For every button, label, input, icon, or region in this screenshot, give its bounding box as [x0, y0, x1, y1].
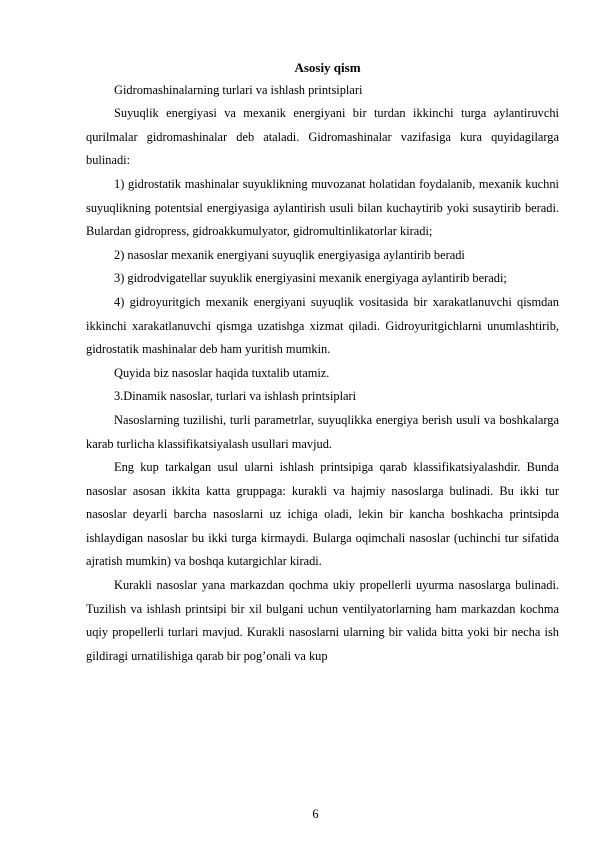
- paragraph-item-3: 3) gidrodvigatellar suyuklik energiyasini mexanik energiyaga aylantirib beradi;: [114, 271, 507, 286]
- paragraph-item-1: 1) gidrostatik mashinalar suyuklikning muvozanat holatidan foydalanib, mexanik kuchni suyuqlikning potentsial energiyasiga aylantirish usuli bilan kuchaytirib yoki susaytirib beradi. Bulardan gidropress, gidroakkumulyator, gidromultinlikatorlar kiradi;: [86, 176, 559, 239]
- paragraph-item-4: 4) gidroyuritgich mexanik energiyani suyuqlik vositasida bir xarakatlanuvchi qismdan ikkinchi xarakatlanuvchi qismga uzatishga xizmat qiladi. Gidroyuritgichlarni unumlashtirib, gidrostatik mashinalar deb ham yuritish mumkin.: [86, 294, 559, 357]
- paragraph-subtitle: Gidromashinalarning turlari va ishlash printsiplari: [114, 82, 363, 97]
- paragraph-section-title: 3.Dinamik nasoslar, turlari va ishlash printsiplari: [114, 389, 357, 404]
- body-text: [86, 56, 559, 668]
- paragraph-groups: Eng kup tarkalgan usul ularni ishlash printsipiga qarab klassifikatsiyalashdir. Bunda nasoslar asosan ikkita katta gruppaga: kurakli va hajmiy nasoslarga bulinadi. Bu ikki tur nasoslar deyarli barcha nasoslarni uz ichiga oladi, lekin bir kancha boshkacha printsipda ishlaydigan nasoslar bu ikki turga kirmaydi. Bularga oqimchali nasoslar (uchinchi tur sifatida ajratish mumkin) va boshqa kutargichlar kiradi.: [86, 460, 559, 569]
- paragraph-note: Quyida biz nasoslar haqida tuxtalib utamiz.: [114, 365, 330, 380]
- paragraph-kurakli: Kurakli nasoslar yana markazdan qochma ukiy propellerli uyurma nasoslarga bulinadi. Tuzilish va ishlash printsipi bir xil bulgani uchun ventilyatorlarning ham markazdan kochma uqiy propellerli turlari mavjud. Kurakli nasoslarni ularning bir valida bitta yoki bir necha ish gildiragi urnatilishiga qarab bir pog’onali va kup: [86, 578, 559, 663]
- paragraph-item-2: 2) nasoslar mexanik energiyani suyuqlik energiyasiga aylantirib beradi: [114, 247, 465, 262]
- paragraph-classification: Nasoslarning tuzilishi, turli parametrlar, suyuqlikka energiya berish usuli va boshkalarga karab turlicha klassifikatsiyalash usullari mavjud.: [86, 412, 559, 451]
- section-heading: Asosiy qism: [294, 60, 361, 75]
- paragraph-intro: Suyuqlik energiyasi va mexanik energiyani bir turdan ikkinchi turga aylantiruvchi qurilmalar gidromashinalar deb ataladi. Gidromashinalar vazifasiga kura quyidagilarga bulinadi:: [86, 106, 559, 168]
- page-number: 6: [312, 807, 319, 821]
